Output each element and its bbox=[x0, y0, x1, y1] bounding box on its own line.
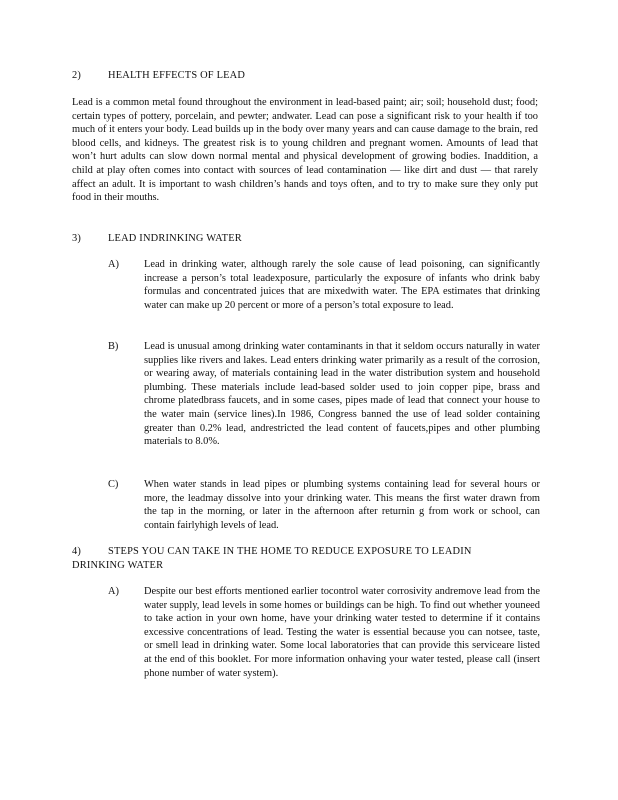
item-label: B) bbox=[108, 341, 119, 352]
item-label: A) bbox=[108, 586, 119, 597]
section-title: LEAD INDRINKING WATER bbox=[108, 233, 242, 244]
item-text: Lead in drinking water, although rarely the sole cause of lead poisoning, can significantly increase a person’s total leadexposure, particularly the exposure of infants who drink baby formulas and concentrated juices that are mixedwith water. The EPA estimates that drinking water can make up 20 percent or more of a person’s total exposure to lead. bbox=[144, 259, 540, 311]
item-text: Despite our best efforts mentioned earlier tocontrol water corrosivity andremove lead from the water supply, lead levels in some homes or buildings can be high. To find out whether youneed to take action in your own home, have your drinking water tested to determine if it contains excessive concentrations of lead. Testing the water is essential because you can notsee, taste, or smell lead in drinking water. Some local laboratories that can provide this serviceare listed at the end of this booklet. For more information onhaving your water tested, please call (insert phone number of water system). bbox=[144, 586, 540, 679]
section-number: 3) bbox=[72, 233, 82, 244]
section-heading-lead-in-drinking-water bbox=[72, 232, 552, 246]
section-heading-health-effects bbox=[72, 69, 552, 83]
section-number: 4) bbox=[72, 546, 82, 557]
item-text: When water stands in lead pipes or plumbing systems containing lead for several hours or more, the leadmay dissolve into your drinking water. This means the first water drawn from the tap in the morning, or later in the afternoon after returnin g from work or school, can contain fairlyhigh levels of lead. bbox=[144, 479, 540, 531]
health-effects-paragraph: Lead is a common metal found throughout the environment in lead-based paint; air; soil; household dust; food; certain types of pottery, porcelain, and pewter; andwater. Lead can pose a significant risk to your health if too much of it enters your body. Lead builds up in the body over many years and can cause damage to the brain, red blood cells, and kidneys. The greatest risk is to young children and pregnant women. Amounts of lead that won’t hurt adults can slow down normal mental and physical development of growing bodies. Inaddition, a child at play often comes into contact with sources of lead contamination — like dirt and dust — that rarely affect an adult. It is important to wash children’s hands and toys often, and to try to make sure they only put food in their mouths. bbox=[72, 97, 538, 204]
item-label: C) bbox=[108, 479, 119, 490]
section-number: 2) bbox=[72, 70, 82, 81]
item-label: A) bbox=[108, 259, 119, 270]
section-title: STEPS YOU CAN TAKE IN THE HOME TO REDUCE EXPOSURE TO LEADIN bbox=[108, 546, 472, 557]
section-title-continuation: DRINKING WATER bbox=[72, 559, 164, 571]
section-title: HEALTH EFFECTS OF LEAD bbox=[108, 70, 246, 81]
item-text: Lead is unusual among drinking water contaminants in that it seldom occurs naturally in water supplies like rivers and lakes. Lead enters drinking water primarily as a result of the corrosion, or wearing away, of materials containing lead in the water distribution system and household plumbing. These materials include lead-based solder used to join copper pipe, brass and chrome platedbrass faucets, and in some cases, pipes made of lead that connect your house to the water main (service lines).In 1986, Congress banned the use of lead solder containing greater than 0.2% lead, andrestricted the lead content of faucets,pipes and other plumbing materials to 8.0%. bbox=[144, 341, 540, 448]
section-heading-steps bbox=[72, 545, 552, 572]
